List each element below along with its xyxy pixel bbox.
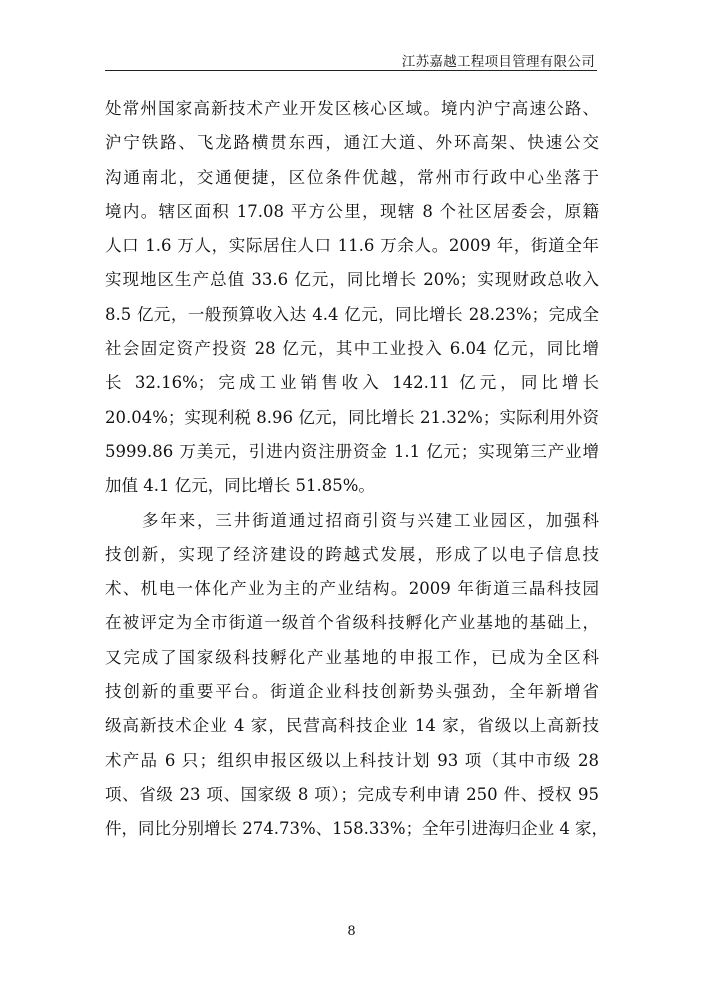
text-line: 长 32.16%；完成工业销售收入 142.11 亿元，同比增长 xyxy=(105,373,599,393)
text-line: 人口 1.6 万人，实际居住人口 11.6 万余人。2009 年，街道全年 xyxy=(105,236,599,256)
company-name: 江苏嘉越工程项目管理有限公司 xyxy=(401,54,595,70)
page-number: 8 xyxy=(347,924,356,939)
text-line: 加值 4.1 亿元，同比增长 51.85%。 xyxy=(105,476,375,496)
text-line: 多年来，三井街道通过招商引资与兴建工业园区，加强科 xyxy=(142,510,599,530)
text-line: 8.5 亿元，一般预算收入达 4.4 亿元，同比增长 28.23%；完成全 xyxy=(105,304,599,324)
page-header xyxy=(105,48,597,71)
page-footer xyxy=(0,924,703,939)
text-line: 级高新技术企业 4 家，民营高科技企业 14 家，省级以上高新技 xyxy=(105,716,599,736)
text-line: 20.04%；实现利税 8.96 亿元，同比增长 21.32%；实际利用外资 xyxy=(105,407,599,427)
paragraph xyxy=(105,92,599,504)
body-text xyxy=(105,92,609,847)
text-line: 项、省级 23 项、国家级 8 项）；完成专利申请 250 件、授权 95 xyxy=(105,784,599,804)
text-line: 在被评定为全市街道一级首个省级科技孵化产业基地的基础上， xyxy=(105,613,599,633)
text-line: 沟通南北，交通便捷，区位条件优越，常州市行政中心坐落于 xyxy=(105,167,599,187)
text-line: 境内。辖区面积 17.08 平方公里，现辖 8 个社区居委会，原籍 xyxy=(105,201,599,221)
text-line: 处常州国家高新技术产业开发区核心区域。境内沪宁高速公路、 xyxy=(105,99,599,118)
text-line: 件，同比分别增长 274.73%、158.33%；全年引进海归企业 4 家， xyxy=(105,819,609,839)
text-line: 社会固定资产投资 28 亿元，其中工业投入 6.04 亿元，同比增 xyxy=(105,339,599,359)
paragraph xyxy=(105,504,609,847)
text-line: 术、机电一体化产业为主的产业结构。2009 年街道三晶科技园 xyxy=(105,579,599,599)
text-line: 技创新的重要平台。街道企业科技创新势头强劲，全年新增省 xyxy=(105,682,599,702)
text-line: 5999.86 万美元，引进内资注册资金 1.1 亿元；实现第三产业增 xyxy=(105,441,599,461)
text-line: 又完成了国家级科技孵化产业基地的申报工作，已成为全区科 xyxy=(105,647,599,667)
text-line: 术产品 6 只；组织申报区级以上科技计划 93 项（其中市级 28 xyxy=(105,750,599,770)
text-line: 技创新，实现了经济建设的跨越式发展，形成了以电子信息技 xyxy=(105,544,599,564)
text-line: 沪宁铁路、飞龙路横贯东西，通江大道、外环高架、快速公交 xyxy=(105,133,599,153)
text-line: 实现地区生产总值 33.6 亿元，同比增长 20%；实现财政总收入 xyxy=(105,270,599,290)
